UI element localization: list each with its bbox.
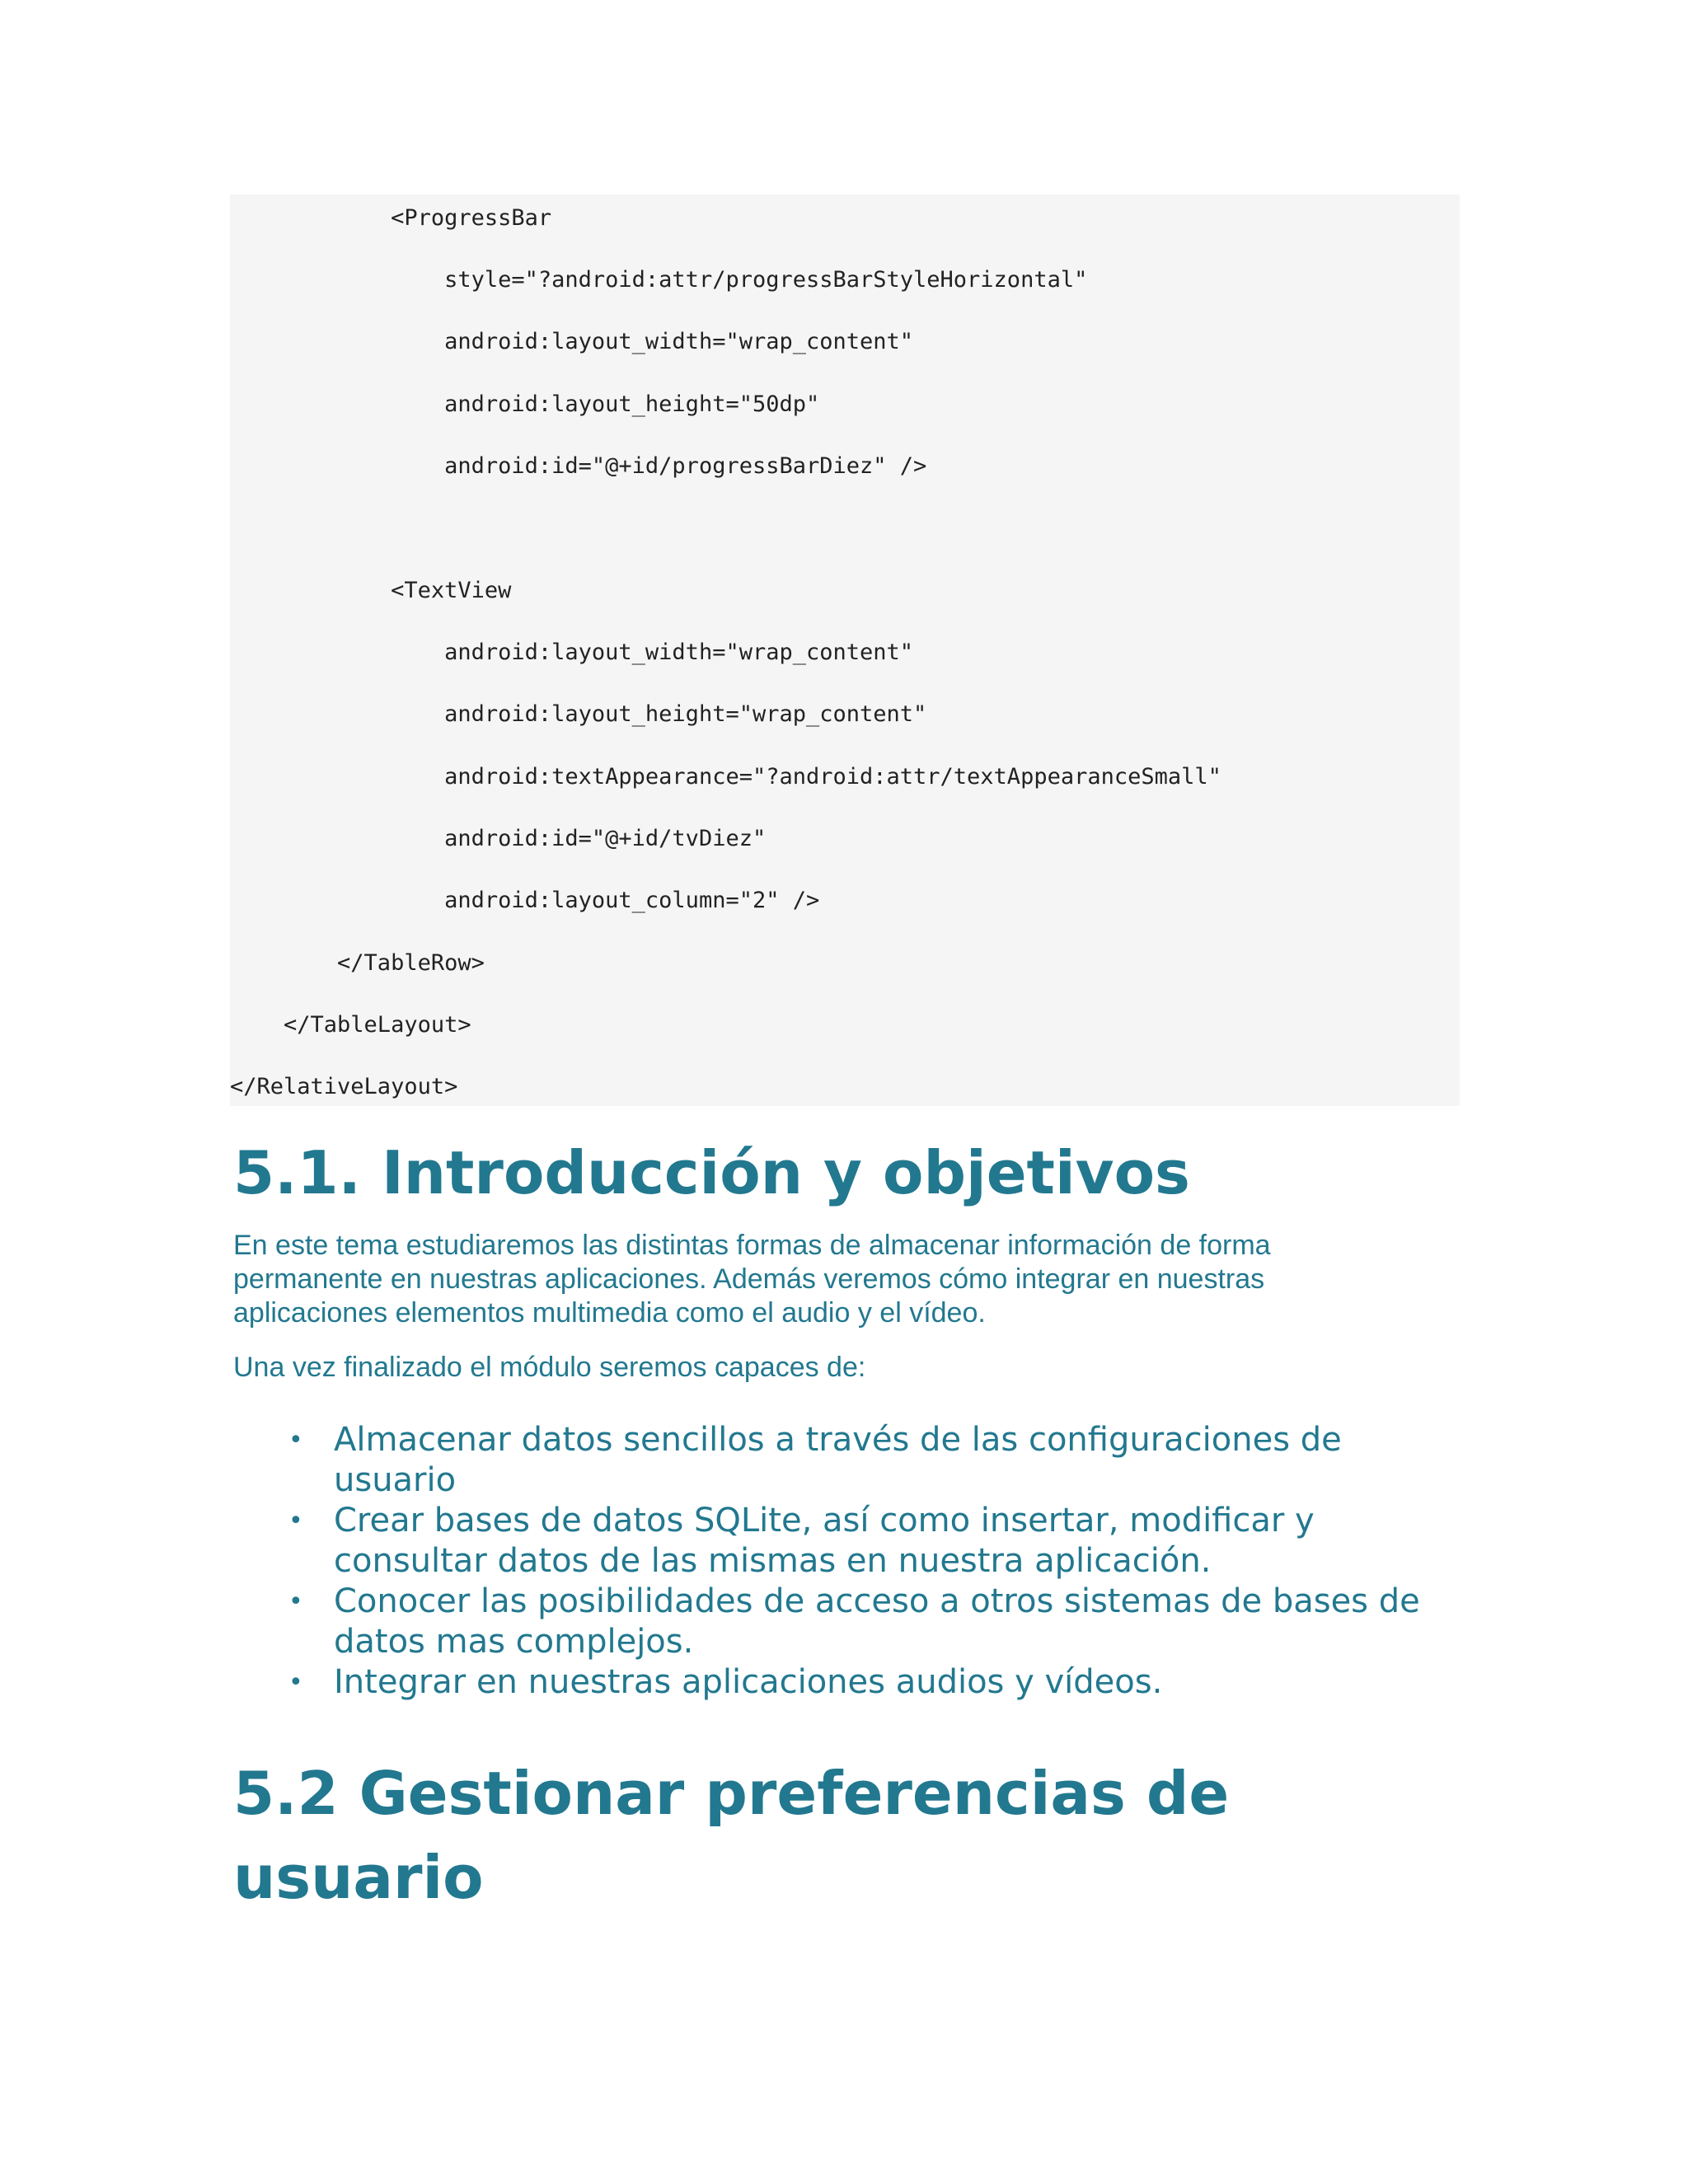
code-line: android:layout_width="wrap_content" [230,329,914,354]
code-line: android:layout_column="2" /> [230,888,820,913]
code-line: android:layout_width="wrap_content" [230,640,914,665]
list-item [288,1420,1459,1501]
code-line: style="?android:attr/progressBarStyleHorizontal" [230,267,1088,293]
objective-text: Integrar en nuestras aplicaciones audios y vídeos. [334,1663,1163,1701]
section-heading-preferences: 5.2 Gestionar preferencias de usuario [233,1759,1230,1912]
objective-text: Almacenar datos sencillos a través de las configuraciones de usuario [334,1421,1342,1499]
section-heading-intro: 5.1. Introducción y objetivos [233,1138,1190,1207]
bullet-icon: • [288,1668,303,1697]
code-line: </TableLayout> [230,1012,471,1038]
objectives-lead: Una vez finalizado el módulo seremos capaces de: [233,1352,866,1383]
code-line: android:layout_height="wrap_content" [230,701,927,727]
list-item [288,1582,1459,1662]
code-line: </TableRow> [230,950,485,976]
bullet-icon: • [288,1507,303,1535]
code-line: </RelativeLayout> [230,1074,458,1099]
bullet-icon: • [288,1426,303,1455]
code-line: android:id="@+id/progressBarDiez" /> [230,453,927,479]
objective-text: Conocer las posibilidades de acceso a otros sistemas de bases de datos mas complejos. [334,1582,1420,1661]
code-block [230,194,1460,1106]
objective-text: Crear bases de datos SQLite, así como insertar, modificar y consultar datos de las mismas en nuestra aplicación. [334,1502,1315,1580]
objectives-list [288,1420,1459,1703]
code-line: android:id="@+id/tvDiez" [230,826,767,851]
bullet-icon: • [288,1587,303,1616]
intro-paragraph: En este tema estudiaremos las distintas formas de almacenar información de forma permanente en nuestras aplicaciones. Además veremos cómo integrar en nuestras aplicaciones elementos multimedia como el audio y el vídeo. [233,1230,1271,1329]
code-line: android:textAppearance="?android:attr/textAppearanceSmall" [230,764,1221,790]
code-line: android:layout_height="50dp" [230,391,820,417]
list-item [288,1501,1459,1582]
code-line: <ProgressBar [230,205,552,231]
list-item [288,1662,1459,1703]
code-line: <TextView [230,578,512,603]
